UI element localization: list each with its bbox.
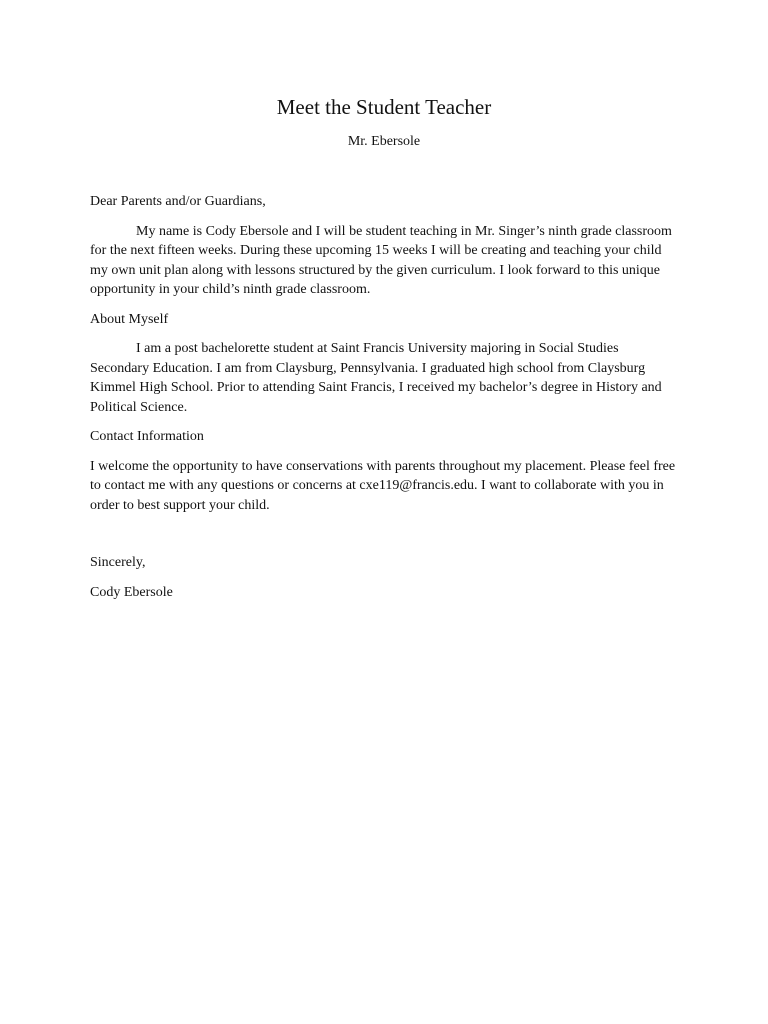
document-title: Meet the Student Teacher [276,95,492,119]
closing: Sincerely, [90,555,146,570]
salutation: Dear Parents and/or Guardians, [90,194,266,209]
letter-body [90,192,680,602]
intro-paragraph: My name is Cody Ebersole and I will be student teaching in Mr. Singer’s ninth grade classroom for the next fifteen weeks. During these upcoming 15 weeks I will be creating and teaching your child my own unit plan along with lessons structured by the given curriculum. I look forward to this unique opportunity in your child’s ninth grade classroom. [90,223,672,297]
signature-name: Cody Ebersole [90,584,173,600]
about-heading: About Myself [90,311,169,327]
contact-heading: Contact Information [90,429,204,444]
about-paragraph: I am a post bachelorette student at Saint Francis University majoring in Social Studies Secondary Education. I am from Claysburg, Pennsylvania. I graduated high school from Claysburg Kimmel High School. Prior to attending Saint Francis, I received my bachelor’s degree in History and Political Science. [90,341,662,415]
document-subtitle: Mr. Ebersole [347,134,421,149]
contact-paragraph: I welcome the opportunity to have conservations with parents throughout my placement. Please feel free to contact me with any questions or concerns at cxe119@francis.edu. I want to collaborate with you in order to best support your child. [90,458,676,513]
